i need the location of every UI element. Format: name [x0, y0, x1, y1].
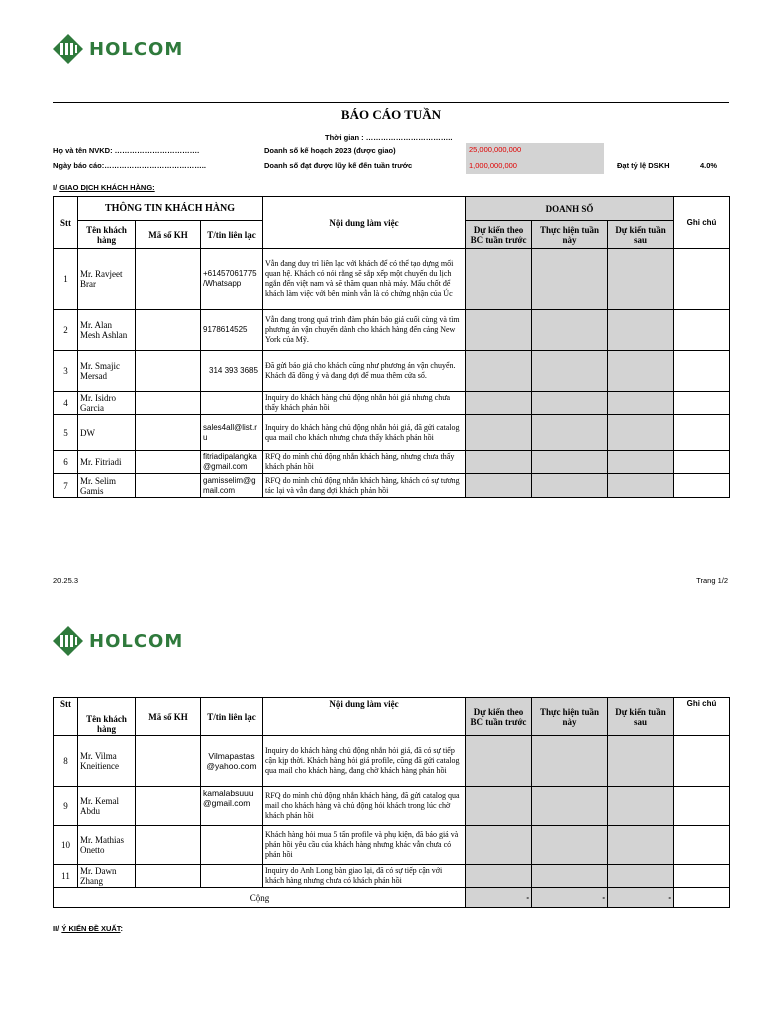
row-expected-next — [608, 249, 674, 310]
row-customer-name: Mr. Dawn Zhang — [78, 865, 136, 888]
col-expected-next: Dự kiến tuần sau — [608, 698, 674, 736]
row-expected-next — [608, 351, 674, 392]
row-work: Inquiry do khách hàng chủ động nhắn hỏi giá nhưng chưa thấy khách phản hồi — [263, 392, 466, 415]
row-notes — [674, 249, 730, 310]
table-row — [54, 351, 730, 392]
row-expected-prev — [466, 787, 532, 826]
col-actual: Thực hiện tuần này — [532, 221, 608, 249]
row-work: Khách hàng hỏi mua 5 tấn profile và phụ kiện, đã báo giá và phản hồi yêu cầu của khách hàng nhưng khác vẫn chưa có phản hồi — [263, 826, 466, 865]
row-customer-name: Mr. Smajic Mersad — [78, 351, 136, 392]
section1-prefix: I/ — [53, 183, 58, 192]
col-work: Nội dung làm việc — [263, 698, 466, 736]
footer-page: Trang 1/2 — [696, 576, 728, 585]
row-stt: 8 — [54, 736, 78, 787]
achieved-value: 1,000,000,000 — [469, 161, 517, 170]
row-expected-prev — [466, 249, 532, 310]
table-row — [54, 787, 730, 826]
row-expected-prev — [466, 392, 532, 415]
row-stt: 10 — [54, 826, 78, 865]
row-customer-name: Mr. Selim Gamis — [78, 474, 136, 498]
total-expected-prev: - — [466, 888, 532, 908]
row-stt: 5 — [54, 415, 78, 451]
row-customer-code — [136, 451, 201, 474]
row-contact: sales4all@list.r u — [201, 415, 263, 451]
row-expected-prev — [466, 351, 532, 392]
row-expected-next — [608, 865, 674, 888]
row-actual — [532, 787, 608, 826]
row-work: Vẫn đang trong quá trình đàm phán báo giá cuối cùng và tìm phương án vận chuyển dành cho khách hàng đến cảng New York của Mỹ. — [263, 310, 466, 351]
section1-title: GIAO DỊCH KHÁCH HÀNG: — [59, 183, 155, 192]
col-customer-info: THÔNG TIN KHÁCH HÀNG — [78, 197, 263, 221]
row-expected-next — [608, 736, 674, 787]
row-expected-next — [608, 415, 674, 451]
row-actual — [532, 351, 608, 392]
col-expected-prev: Dự kiến theo BC tuần trước — [466, 698, 532, 736]
table-row — [54, 392, 730, 415]
row-actual — [532, 474, 608, 498]
row-notes — [674, 392, 730, 415]
row-work: Inquiry do Anh Long bàn giao lại, đã có sự tiếp cận với khách hàng nhưng chưa có khách phản hồi — [263, 865, 466, 888]
row-work: Inquiry do khách hàng chủ động nhắn hỏi giá, đã gửi catalog qua mail cho khách nhưng chưa thấy khách phản hồi — [263, 415, 466, 451]
col-work: Nội dung làm việc — [263, 197, 466, 249]
section1-heading — [53, 183, 155, 192]
section2-colon: : — [120, 924, 124, 933]
col-contact: T/tin liên lạc — [201, 221, 263, 249]
company-name: HOLCOM — [89, 38, 184, 60]
total-label: Cộng — [54, 888, 466, 908]
row-actual — [532, 392, 608, 415]
table-row — [54, 451, 730, 474]
section2-title: Ý KIẾN ĐỀ XUẤT — [61, 924, 121, 933]
date-label: Ngày báo cáo:………………………………….. — [53, 161, 206, 170]
col-customer-name: Tên khách hàng — [78, 221, 136, 249]
row-expected-prev — [466, 865, 532, 888]
row-customer-code — [136, 736, 201, 787]
total-actual: - — [532, 888, 608, 908]
achieved-label: Doanh số đạt được lũy kế đến tuần trước — [264, 161, 413, 170]
row-customer-name: Mr. Alan Mesh Ashlan — [78, 310, 136, 351]
row-stt: 3 — [54, 351, 78, 392]
table-row — [54, 415, 730, 451]
row-contact — [201, 826, 263, 865]
table-row — [54, 474, 730, 498]
row-stt: 6 — [54, 451, 78, 474]
row-contact: Vilmapastas @yahoo.com — [201, 736, 263, 787]
row-work: Inquiry do khách hàng chủ động nhắn hỏi giá, đã có sự tiếp cận kịp thời. Khách hàng hỏi giá profile, cũng đã gửi catalog qua mail cho khách hàng, đang chờ khách hàng phản hồi — [263, 736, 466, 787]
row-customer-name: Mr. Isidro Garcia — [78, 392, 136, 415]
row-notes — [674, 826, 730, 865]
ratio-label: Đạt tỷ lệ DSKH — [617, 161, 670, 170]
row-customer-name: Mr. Ravjeet Brar — [78, 249, 136, 310]
row-customer-name: Mr. Vilma Kneitience — [78, 736, 136, 787]
row-contact — [201, 865, 263, 888]
row-notes — [674, 736, 730, 787]
row-contact: fitriadipalangka @gmail.com — [201, 451, 263, 474]
row-stt: 2 — [54, 310, 78, 351]
col-customer-code: Mã số KH — [136, 221, 201, 249]
row-notes — [674, 415, 730, 451]
col-stt: Stt — [54, 698, 78, 736]
row-customer-code — [136, 310, 201, 351]
row-customer-code — [136, 351, 201, 392]
row-customer-name: Mr. Mathias Onetto — [78, 826, 136, 865]
row-stt: 11 — [54, 865, 78, 888]
row-notes — [674, 351, 730, 392]
customer-table-page1 — [53, 196, 730, 498]
row-customer-code — [136, 392, 201, 415]
customer-table-page2 — [53, 697, 730, 908]
row-notes — [674, 451, 730, 474]
row-expected-next — [608, 826, 674, 865]
row-customer-code — [136, 415, 201, 451]
employee-label: Họ và tên NVKD: ……………………………. — [53, 146, 200, 155]
col-customer-code: Mã số KH — [136, 698, 201, 736]
row-customer-name: DW — [78, 415, 136, 451]
col-expected-prev: Dự kiến theo BC tuần trước — [466, 221, 532, 249]
holcom-logo-icon — [53, 626, 83, 656]
plan-label: Doanh số kế hoạch 2023 (được giao) — [264, 146, 396, 155]
row-work: Vẫn đang duy trì liên lạc với khách để có thể tạo dựng mối quan hệ. Khách có nói rằng sẽ sắp xếp một chuyến du lịch ngắn đến việt nam và sẽ thăm quan nhà máy. Mấu chốt để khách làm việc với bên mình vẫn là có chứng nhận của Úc — [263, 249, 466, 310]
col-stt: Stt — [54, 197, 78, 249]
row-customer-name: Mr. Kemal Abdu — [78, 787, 136, 826]
col-notes: Ghi chú — [674, 698, 730, 736]
col-actual: Thực hiện tuần này — [532, 698, 608, 736]
row-contact: gamisselim@g mail.com — [201, 474, 263, 498]
section2-heading — [53, 924, 123, 933]
section2-prefix: II/ — [53, 924, 60, 933]
row-work: RFQ do mình chủ động nhắn khách hàng, khách có sự tương tác lại và vẫn đang đợi khách phản hồi — [263, 474, 466, 498]
row-work: RFQ do mình chủ động nhắn khách hàng, đã gửi catalog qua mail cho khách hàng và chủ động hỏi khách trong lúc chờ khách phản hồi — [263, 787, 466, 826]
table-row — [54, 826, 730, 865]
col-expected-next: Dự kiến tuần sau — [608, 221, 674, 249]
table-row — [54, 249, 730, 310]
row-stt: 4 — [54, 392, 78, 415]
total-row — [54, 888, 730, 908]
row-actual — [532, 310, 608, 351]
row-expected-next — [608, 392, 674, 415]
row-notes — [674, 865, 730, 888]
row-customer-code — [136, 787, 201, 826]
row-actual — [532, 415, 608, 451]
row-contact — [201, 392, 263, 415]
row-expected-prev — [466, 826, 532, 865]
row-expected-prev — [466, 474, 532, 498]
total-expected-next: - — [608, 888, 674, 908]
total-notes — [674, 888, 730, 908]
row-customer-code — [136, 826, 201, 865]
col-customer-name: Tên khách hàng — [78, 698, 136, 736]
row-customer-code — [136, 865, 201, 888]
period-label: Thời gian : …………………………….. — [325, 133, 453, 142]
company-logo — [53, 34, 183, 64]
row-stt: 7 — [54, 474, 78, 498]
row-contact: kamalabsuuu @gmail.com — [201, 787, 263, 826]
row-work: Đã gửi báo giá cho khách cũng như phương án vận chuyển. Khách đã đồng ý và đang đợi để mua thêm cửa sổ. — [263, 351, 466, 392]
table-row — [54, 736, 730, 787]
row-expected-next — [608, 451, 674, 474]
table-row — [54, 310, 730, 351]
row-contact: 314 393 3685 — [201, 351, 263, 392]
row-customer-code — [136, 474, 201, 498]
company-logo-page2 — [53, 626, 183, 656]
row-actual — [532, 249, 608, 310]
row-customer-name: Mr. Fitriadi — [78, 451, 136, 474]
row-expected-next — [608, 474, 674, 498]
col-notes: Ghi chú — [674, 197, 730, 249]
row-expected-prev — [466, 451, 532, 474]
row-expected-next — [608, 310, 674, 351]
row-notes — [674, 787, 730, 826]
report-title: BÁO CÁO TUẦN — [340, 107, 442, 122]
row-contact: 9178614525 — [201, 310, 263, 351]
row-notes — [674, 310, 730, 351]
footer-code: 20.25.3 — [53, 576, 79, 585]
row-notes — [674, 474, 730, 498]
header-rule — [53, 102, 729, 103]
ratio-value: 4.0% — [700, 161, 718, 170]
row-stt: 1 — [54, 249, 78, 310]
col-contact: T/tin liên lạc — [201, 698, 263, 736]
row-actual — [532, 736, 608, 787]
row-work: RFQ do mình chủ động nhắn khách hàng, nhưng chưa thấy khách phản hồi — [263, 451, 466, 474]
holcom-logo-icon — [53, 34, 83, 64]
row-actual — [532, 451, 608, 474]
row-expected-prev — [466, 415, 532, 451]
row-actual — [532, 826, 608, 865]
row-expected-prev — [466, 736, 532, 787]
row-actual — [532, 865, 608, 888]
col-revenue: DOANH SỐ — [466, 197, 674, 221]
company-name: HOLCOM — [89, 630, 184, 652]
plan-value: 25,000,000,000 — [469, 145, 522, 154]
row-expected-prev — [466, 310, 532, 351]
row-stt: 9 — [54, 787, 78, 826]
table-row — [54, 865, 730, 888]
row-customer-code — [136, 249, 201, 310]
row-expected-next — [608, 787, 674, 826]
row-contact: +61457061775 /Whatsapp — [201, 249, 263, 310]
